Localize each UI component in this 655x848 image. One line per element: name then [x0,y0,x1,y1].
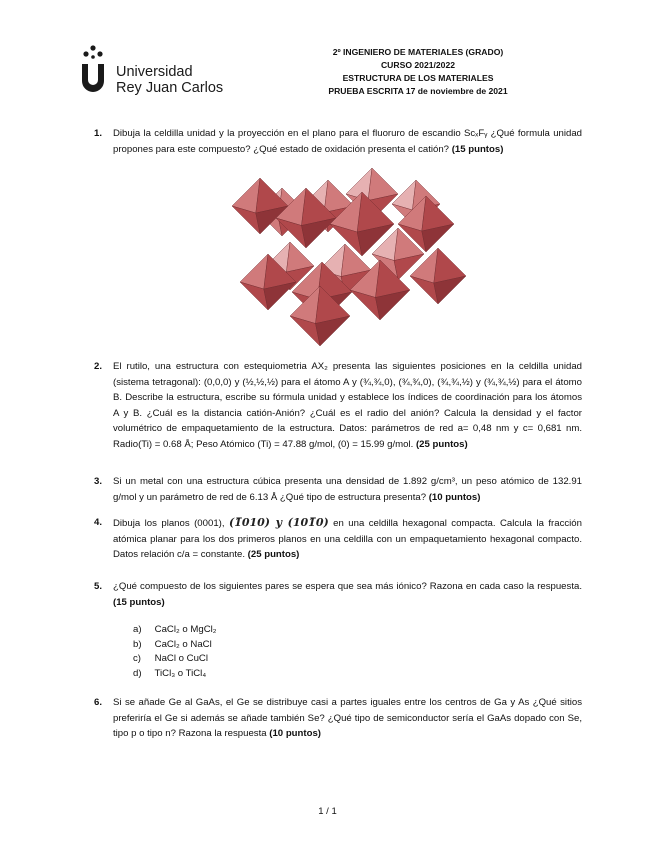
university-name-line2: Rey Juan Carlos [116,80,224,96]
question-points: (25 puntos) [415,438,468,450]
question-text: Dibuja la celdilla unidad y la proyección en el plano para el fluoruro de escandio ScₓFᵧ ¿Qué formula unidad propones para este compuesto? ¿Qué estado de oxidación presenta el catión? [113,128,582,155]
question-text-start: Dibuja los planos (0001), [113,518,225,529]
question-number: 4. [94,517,103,528]
question-1 [94,126,582,157]
question-points: (15 puntos) [451,143,504,155]
page-number: 1 / 1 [318,806,337,817]
option-text: CaCl₂ o NaCl [154,638,212,650]
question-5 [94,579,582,610]
question-2 [94,359,582,452]
question-4 [94,515,582,563]
header-degree: 2º INGENIERO DE MATERIALES (GRADO) [332,47,504,57]
option-text: CaCl₂ o MgCl₂ [154,624,217,635]
question-number: 1. [94,128,103,139]
question-points: (15 puntos) [113,596,165,608]
question-number: 5. [94,581,103,592]
question-3 [94,474,582,505]
header-exam-date: PRUEBA ESCRITA 17 de noviembre de 2021 [328,86,508,96]
header-course: CURSO 2021/2022 [380,60,456,70]
option-text: TiCl₃ o TiCl₄ [154,667,207,679]
urjc-crest-icon [80,44,106,96]
question-points: (25 puntos) [247,549,300,560]
option-label: a) [133,624,142,635]
question-number: 6. [94,697,103,708]
miller-bravais-planes: (1̅010) y (101̅0) [228,516,329,529]
option-item [133,638,217,653]
option-label: d) [133,667,142,679]
option-text: NaCl o CuCl [154,653,208,664]
question-text-end: en una celdilla hexagonal compacta. Calcula la fracción atómica planar para los dos primeros planos en una celdilla con un empaquetamiento hexagonal compacto. Datos relación c/a = constante. [113,518,582,560]
answer-options [133,623,217,681]
question-points: (10 puntos) [428,491,481,503]
question-6 [94,695,582,742]
option-item [133,667,217,682]
question-number: 2. [94,361,103,372]
option-label: c) [133,653,141,664]
question-text: ¿Qué compuesto de los siguientes pares se espera que sea más iónico? Razona en cada caso la respuesta. [113,581,582,592]
option-item [133,623,217,638]
option-item [133,652,217,667]
question-text: Si un metal con una estructura cúbica presenta una densidad de 1.892 g/cm³, un peso atómico de 132.91 g/mol y un parámetro de red de 6.13 Å ¿Qué tipo de estructura presenta? [113,476,582,503]
exam-header [300,46,536,98]
question-number: 3. [94,476,103,487]
option-label: b) [133,638,142,650]
question-points: (10 puntos) [269,728,321,739]
question-text: El rutilo, una estructura con estequiometria AX₂ presenta las siguientes posiciones en la celdilla unidad (sistema tetragonal): (0,0,0) y (½,½,½) para el átomo A y (¾,¾,0), (¾,¾,0), (¾,¾,½) y (¾,¾,½) para el átomo B. Describe la estructura, escribe su fórmula unidad y establece los índices de coordinación para los átomos A y B. ¿Cuál es la distancia catión-Anión? ¿Cuál es el radio del anión? Calcula la densidad y el factor volumétrico de empaquetamiento de la estructura. Datos: parámetros de red a= 0,48 nm y c= 0,681 nm. Radio(Ti) = 0.68 Å; Peso Atómico (Ti) = 47.88 g/mol, (0) = 15.99 g/mol. [113,361,582,450]
university-name-line1: Universidad [116,64,193,80]
question-text: Si se añade Ge al GaAs, el Ge se distribuye casi a partes iguales entre los centros de Ga y As ¿Qué sitios preferiría el Ge si además se añade también Se? ¿Qué tipo de semiconductor sería el GaAs dopado con Se, tipo p o tipo n? Razona la respuesta [113,697,582,739]
university-logo [80,44,230,96]
octahedra-structure-figure [220,166,470,350]
header-subject: ESTRUCTURA DE LOS MATERIALES [342,73,494,83]
